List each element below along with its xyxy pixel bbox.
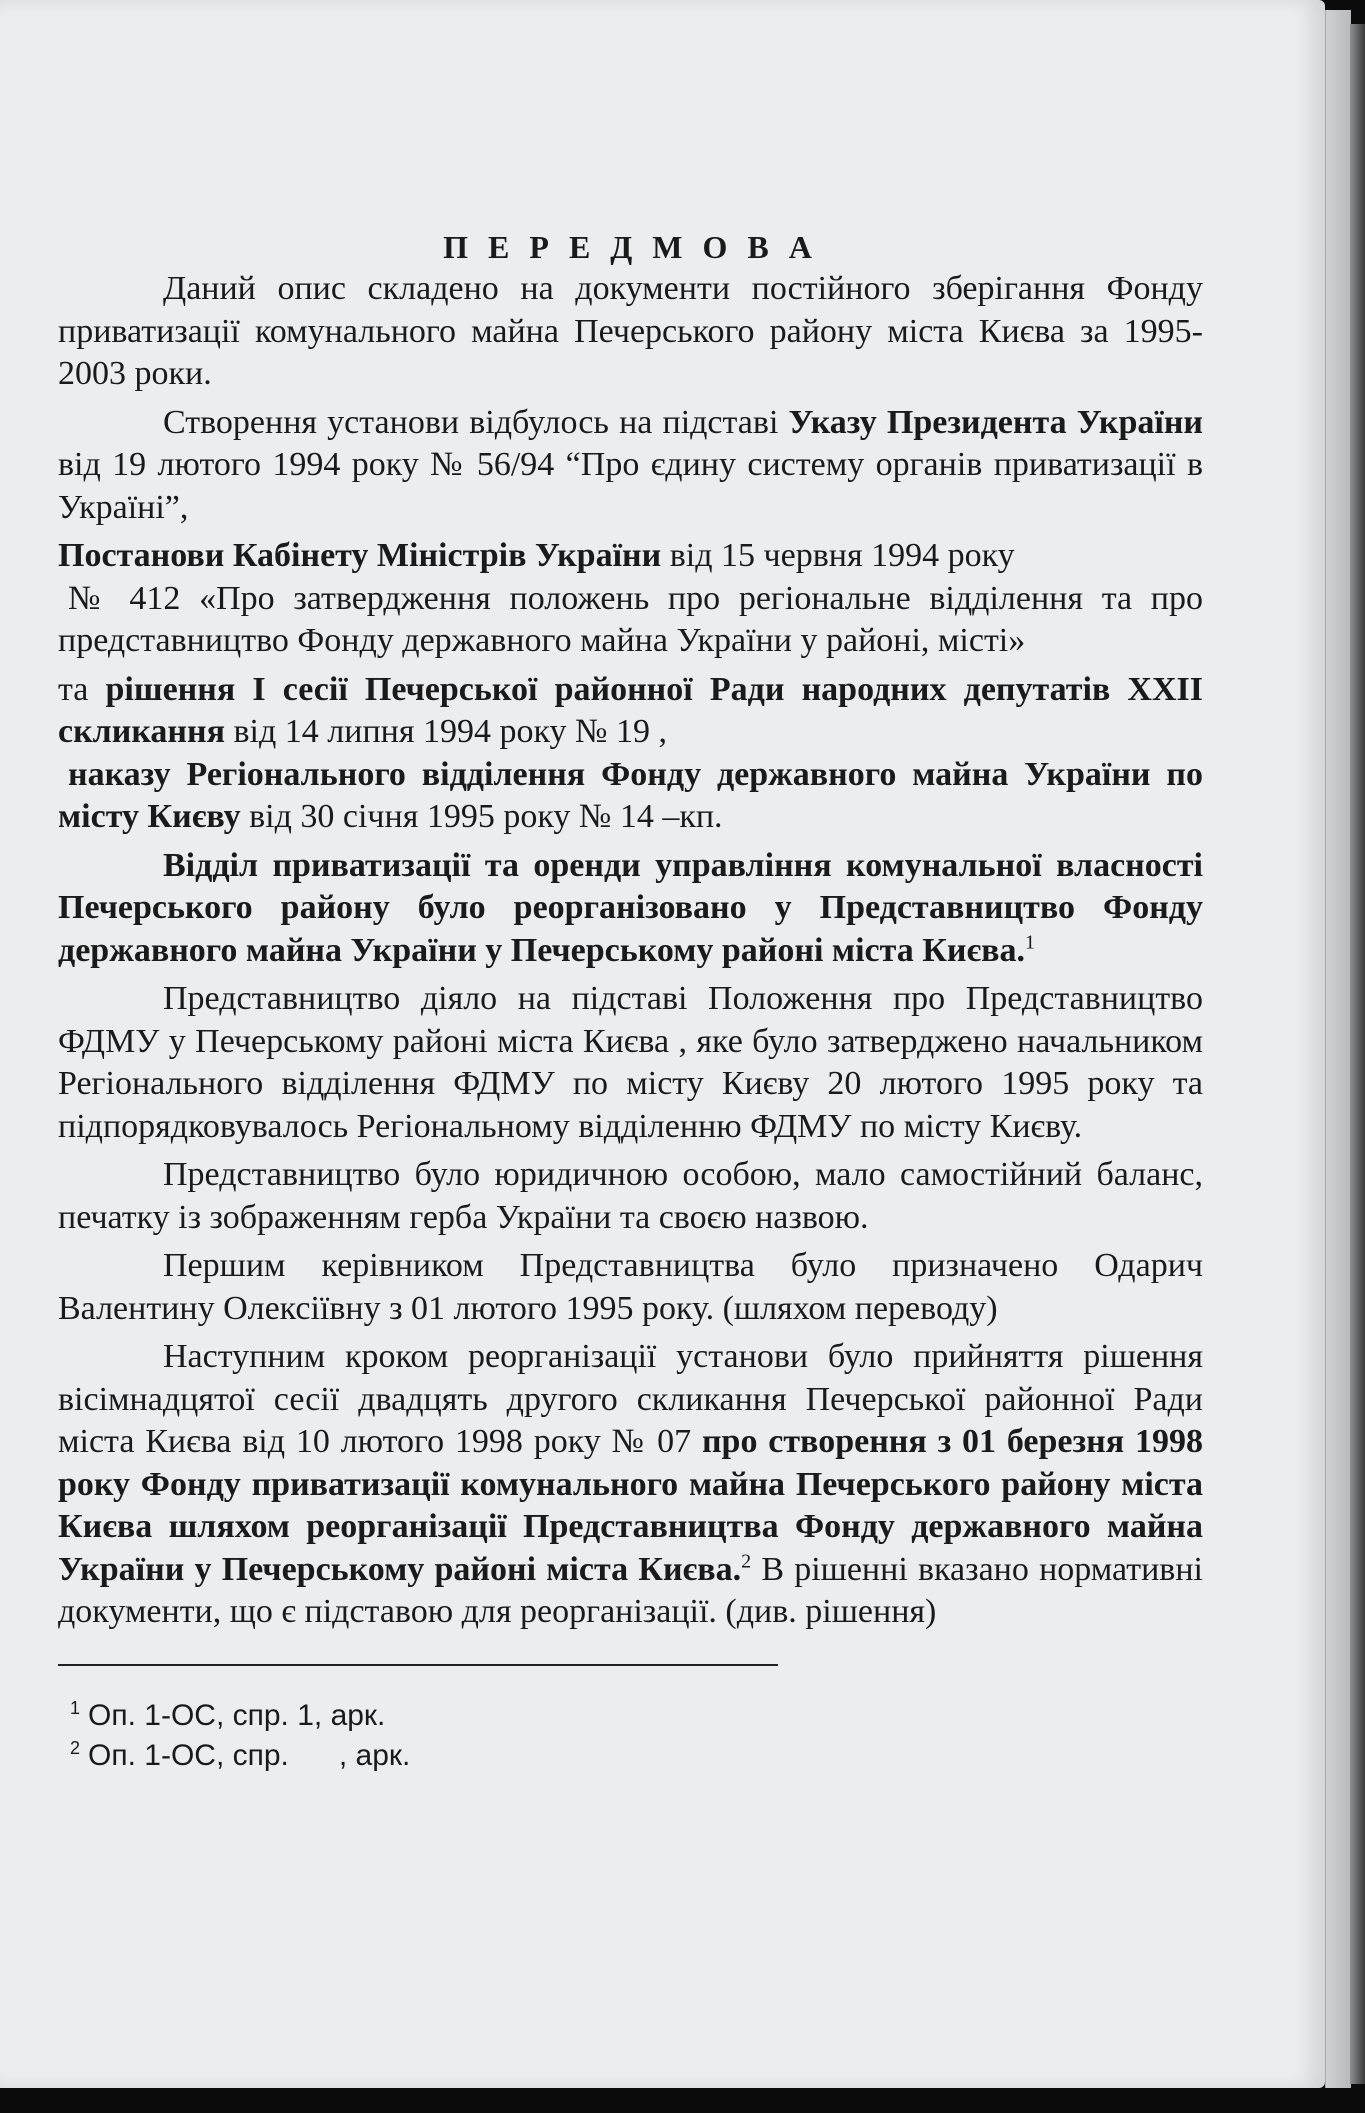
resolution-cabinet: Постанови Кабінету Міністрів України [58,537,662,574]
order-regional-branch: наказу Регіонального відділення Фонду державного майна України по місту Києву [58,755,1203,835]
paragraph-6-rest: від 30 січня 1995 року № 14 –кп. [240,798,723,835]
footnotes [70,1696,1203,1776]
footnote-ref-1: 1 [1025,931,1036,954]
paragraph-6 [58,754,1203,839]
paragraph-2-pre: Створення установи відбулось на підставі [163,403,789,441]
paragraph-5-pre: та [58,670,106,708]
paragraph-3-rest: від 15 червня 1994 року [661,537,1015,574]
decision-council: рішення I сесії Печерської районної Ради народних депутатів XXII скликання [58,670,1203,750]
paragraph-2-rest: від 19 лютого 1994 року № 56/94 “Про єдину систему органів приватизації в Україні”, [58,446,1203,526]
paragraph-5 [58,669,1203,754]
footnote-2-number: 2 [70,1737,81,1758]
document-title: П Е Р Е Д М О В А [443,229,818,265]
paragraph-7 [58,845,1203,973]
paragraph-11-rest: В рішенні вказано нормативні документи, що є підставою для реорганізації. (див. рішення) [58,1550,1203,1630]
paragraph-5-rest: від 14 липня 1994 року № 19 , [225,713,667,750]
paragraph-1: Даний опис складено на документи постійного зберігання Фонду приватизації комунального майна Печерського району міста Києва за 1995-2003 роки. [58,270,1203,392]
paragraph-3 [58,535,1203,578]
page-edge [1325,10,1351,2088]
footnote-1-text: Оп. 1-ОС, спр. 1, арк. [88,1698,386,1732]
footnote-2 [70,1736,1203,1776]
paragraph-10: Першим керівником Представництва було призначено Одарич Валентину Олексіївну з 01 лютого 1995 року. (шляхом переводу) [58,1247,1203,1327]
decision-fund-creation: про створення з 01 березня 1998 року Фонду приватизації комунального майна Печерського району міста Києва шляхом реорганізації Представництва Фонду державного майна України у Печерському районі міста Києва. [58,1423,1203,1588]
paragraph-9: Представництво було юридичною особою, мало самостійний баланс, печатку із зображенням герба України та своєю назвою. [58,1156,1203,1236]
footnote-ref-2: 2 [741,1550,752,1573]
footnote-1 [70,1696,1203,1736]
footnote-separator [58,1664,778,1666]
footnote-1-number: 1 [70,1697,81,1718]
paragraph-4: № 412 «Про затвердження положень про регіональне відділення та про представництво Фонду державного майна України у районі, місті» [58,579,1203,659]
reorganization-statement: Відділ приватизації та оренди управління комунальної власності Печерського району було реорганізовано у Представництво Фонду державного майна України у Печерському районі міста Києва. [58,846,1203,969]
paragraph-8: Представництво діяло на підставі Положення про Представництво ФДМУ у Печерському районі міста Києва , яке було затверджено начальником Регіонального відділення ФДМУ по місту Києву 20 лютого 1995 року та підпорядковувалось Регіональному відділенню ФДМУ по місту Києву. [58,980,1203,1145]
paragraph-11 [58,1336,1203,1634]
decree-president: Указу Президента України [788,403,1203,441]
paragraph-11-pre: Наступним кроком реорганізації установи було прийняття рішення вісімнадцятої сесії двадцять другого скликання Печерської районної Ради міста Києва від 10 лютого 1998 року № 07 [58,1338,1203,1460]
document-body [58,226,1203,1776]
book-spine-edge [1350,24,1365,2084]
paragraph-2 [58,402,1203,530]
footnote-2-text: Оп. 1-ОС, спр. , арк. [88,1738,411,1772]
